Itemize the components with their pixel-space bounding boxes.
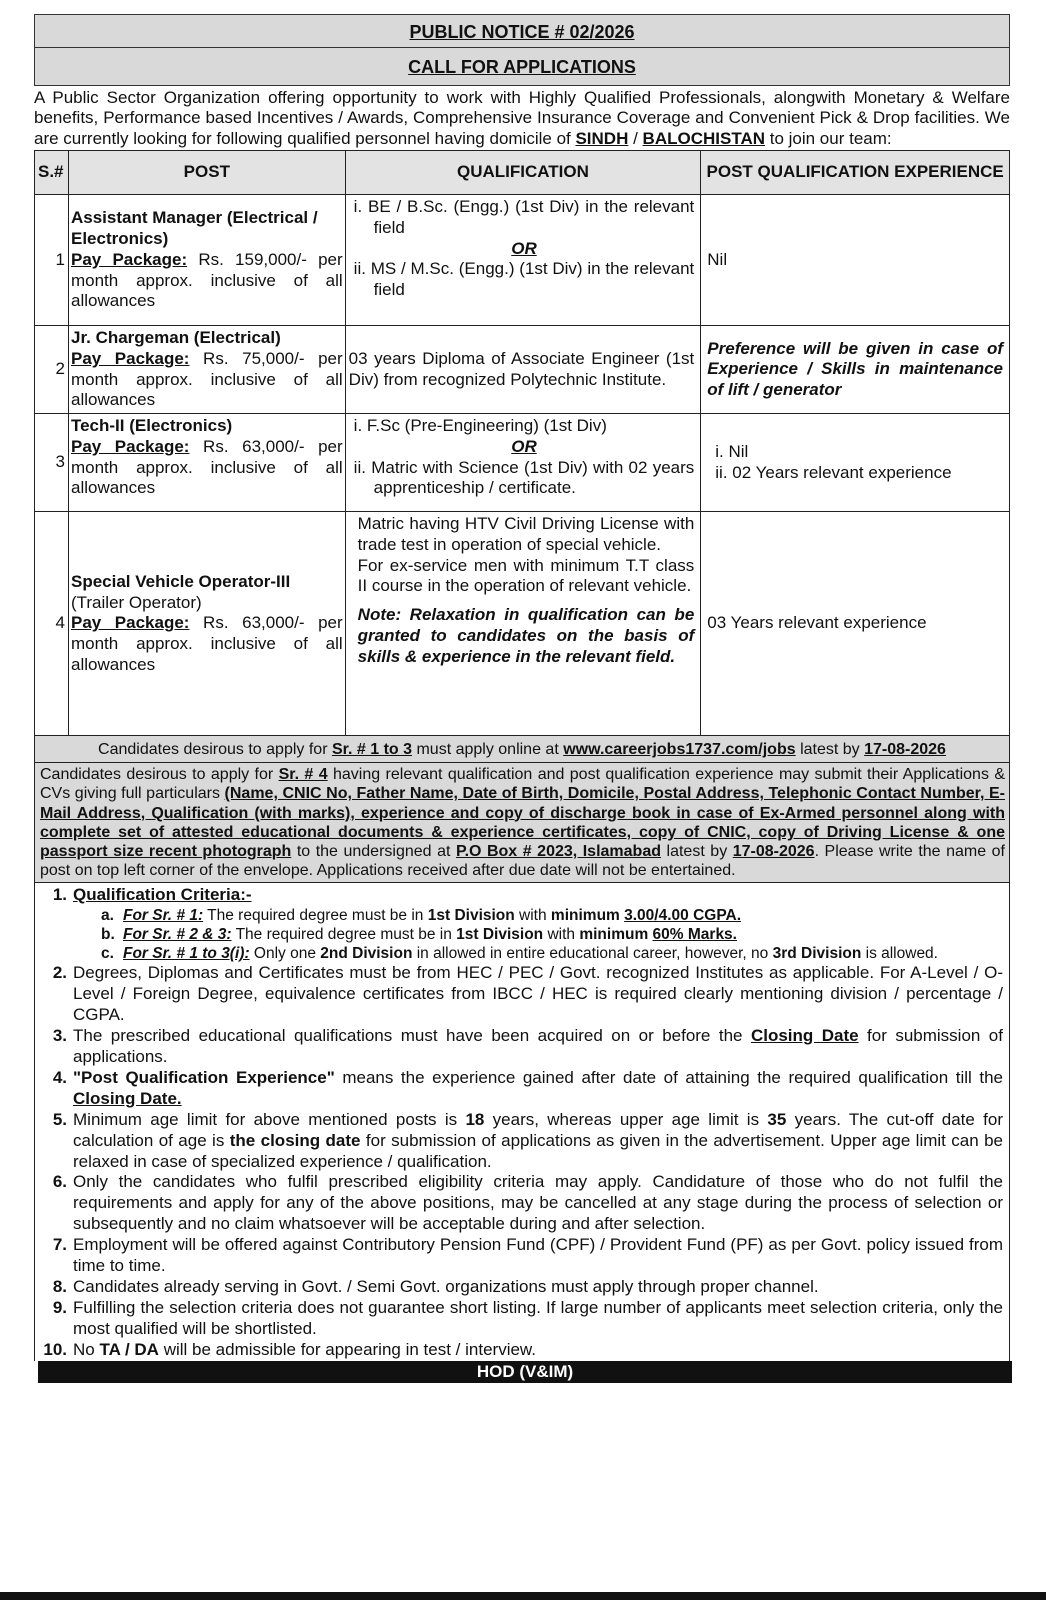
row-experience: Nil [701, 195, 1010, 326]
postal-address: P.O Box # 2023, Islamabad [455, 842, 661, 860]
domicile-sindh: SINDH [575, 128, 629, 148]
list-item: 10. No TA / DA will be admissible for appearing in test / interview. [43, 1339, 536, 1359]
list-item: 9. Fulfilling the selection criteria does not guarantee short listing. If large number of applicants meet selection criteria, only the most qualified will be shortlisted. [52, 1297, 1003, 1338]
post-title: Assistant Manager (Electrical / Electronics) [70, 208, 318, 249]
list-item: 3. The prescribed educational qualifications must have been acquired on or before the Closing Date for submission of applications. [52, 1026, 1003, 1067]
row-post [68, 195, 345, 326]
row-qualification: Matric having HTV Civil Driving License with trade test in operation of special vehicle. For ex-service men with minimum T.T class II course in the operation of relevant vehicle. Note: Relaxation in qualification can be granted to candidates on the basis of skills & experience in the relevant field. [345, 512, 701, 736]
list-item: 6. Only the candidates who fulfil prescribed eligibility criteria may apply. Candidature of those who do not fulfil the requirements and apply for any of the above positions, may be cancelled at any stage during the process of selection or subsequently and no claim whatsoever will be acceptable during and after selection. [52, 1172, 1003, 1234]
header-experience: POST QUALIFICATION EXPERIENCE [701, 151, 1010, 195]
criteria-list [34, 883, 1010, 1360]
row-qualification: i. BE / B.Sc. (Engg.) (1st Div) in the relevant field OR ii. MS / M.Sc. (Engg.) (1st Div) in the relevant field [345, 195, 701, 326]
apply-online-notice: Candidates desirous to apply for Sr. # 1 to 3 must apply online at www.careerjobs1737.com/jobs latest by 17-08-2026 [34, 736, 1010, 763]
list-item: 1. Qualification Criteria:- [43, 885, 1003, 906]
pay-package: Pay Package: Rs. 159,000/- per month approx. inclusive of all allowances [70, 249, 343, 311]
relaxation-note: Note: Relaxation in qualification can be granted to candidates on the basis of skills & experience in the relevant field. [357, 605, 695, 666]
list-item: 8. Candidates already serving in Govt. / Semi Govt. organizations must apply through proper channel. [52, 1276, 819, 1296]
public-notice [34, 14, 1010, 1383]
row-experience: i. Nil ii. 02 Years relevant experience [701, 414, 1010, 512]
domicile-balochistan: BALOCHISTAN [642, 128, 765, 148]
post-title: Tech-II (Electronics) [70, 416, 233, 436]
required-particulars: (Name, CNIC No, Father Name, Date of Birth, Domicile, Postal Address, Telephonic Contact Number, E-Mail Address, Qualification (with marks), experience and copy of discharge book in case of Ex-Armed personnel along with complete set of attested educational documents & experience certificates, copy of CNIC, copy of Driving License & one passport size recent photograph [40, 785, 1005, 860]
sub-item-b: b. For Sr. # 2 & 3: The required degree must be in 1st Division with minimum 60% Marks. [101, 926, 737, 944]
list-item: 5. Minimum age limit for above mentioned posts is 18 years, whereas upper age limit is 35 years. The cut-off date for calculation of age is the closing date for submission of applications as given in the advertisement. Upper age limit can be relaxed in case of specialized experience / qualification. [52, 1109, 1004, 1171]
posts-table [34, 150, 1010, 736]
or-separator: OR [511, 436, 537, 456]
row-post [68, 512, 345, 736]
or-separator: OR [511, 238, 537, 258]
pay-package: Pay Package: Rs. 63,000/- per month approx. inclusive of all allowances [70, 613, 343, 674]
bottom-band [0, 1592, 1046, 1600]
table-row [35, 326, 1010, 414]
signatory-bar: HOD (V&IM) [38, 1361, 1012, 1383]
list-item: 4. "Post Qualification Experience" means the experience gained after date of attaining the required qualification till the Closing Date. [52, 1067, 1003, 1108]
row-experience: 03 Years relevant experience [701, 512, 1010, 736]
row-sn: 2 [35, 326, 69, 414]
row-sn: 3 [35, 414, 69, 512]
table-row [35, 414, 1010, 512]
row-qualification: 03 years Diploma of Associate Engineer (1st Div) from recognized Polytechnic Institute. [345, 326, 701, 414]
table-header-row [35, 151, 1010, 195]
row-qualification: i. F.Sc (Pre-Engineering) (1st Div) OR ii. Matric with Science (1st Div) with 02 years apprenticeship / certificate. [345, 414, 701, 512]
post-title: Special Vehicle Operator-III [70, 571, 291, 591]
header-qualification: QUALIFICATION [345, 151, 701, 195]
header-sn: S.# [35, 151, 69, 195]
sub-item-a: a. For Sr. # 1: The required degree must be in 1st Division with minimum 3.00/4.00 CGPA. [101, 907, 742, 925]
apply-url-link[interactable]: www.careerjobs1737.com/jobs [563, 741, 796, 759]
criteria-heading: Qualification Criteria:- [73, 885, 252, 905]
post-subtitle: (Trailer Operator) [70, 592, 202, 612]
table-row [35, 512, 1010, 736]
pay-package: Pay Package: Rs. 63,000/- per month approx. inclusive of all allowances [70, 436, 343, 498]
apply-post-notice: Candidates desirous to apply for Sr. # 4 having relevant qualification and post qualification experience may submit their Applications & CVs giving full particulars (Name, CNIC No, Father Name, Date of Birth, Domicile, Postal Address, Telephonic Contact Number, E-Mail Address, Qualification (with marks), experience and copy of discharge book in case of Ex-Armed personnel along with complete set of attested educational documents & experience certificates, copy of CNIC, copy of Driving License & one passport size recent photograph to the undersigned at P.O Box # 2023, Islamabad latest by 17-08-2026. Please write the name of post on top left corner of the envelope. Applications received after due date will not be entertained. [34, 763, 1010, 883]
row-sn: 1 [35, 195, 69, 326]
post-title: Jr. Chargeman (Electrical) [70, 328, 281, 348]
sub-item-c: c. For Sr. # 1 to 3(i): Only one 2nd Division in allowed in entire educational career, however, no 3rd Division is allowed. [101, 945, 938, 963]
header-post: POST [68, 151, 345, 195]
list-item: 7. Employment will be offered against Contributory Pension Fund (CPF) / Provident Fund (PF) as per Govt. policy issued from time to time. [52, 1235, 1003, 1276]
row-post [68, 414, 345, 512]
row-post [68, 326, 345, 414]
intro-paragraph: A Public Sector Organization offering opportunity to work with Highly Qualified Professionals, alongwith Monetary & Welfare benefits, Performance based Incentives / Awards, Comprehensive Insurance Coverage and Convenient Pick & Drop facilities. We are currently looking for following qualified personnel having domicile of SINDH / BALOCHISTAN to join our team: [34, 88, 1010, 148]
notice-title: PUBLIC NOTICE # 02/2026 [34, 14, 1010, 48]
call-title: CALL FOR APPLICATIONS [34, 48, 1010, 86]
pay-package: Pay Package: Rs. 75,000/- per month approx. inclusive of all allowances [70, 348, 343, 410]
list-item: 2. Degrees, Diplomas and Certificates must be from HEC / PEC / Govt. recognized Institutes as applicable. For A-Level / O-Level / Foreign Degree, equivalence certificates from IBCC / HEC is required clearly mentioning division / percentage / CGPA. [52, 963, 1003, 1025]
row-experience: Preference will be given in case of Experience / Skills in maintenance of lift / generator [701, 326, 1010, 414]
table-row [35, 195, 1010, 326]
row-sn: 4 [35, 512, 69, 736]
